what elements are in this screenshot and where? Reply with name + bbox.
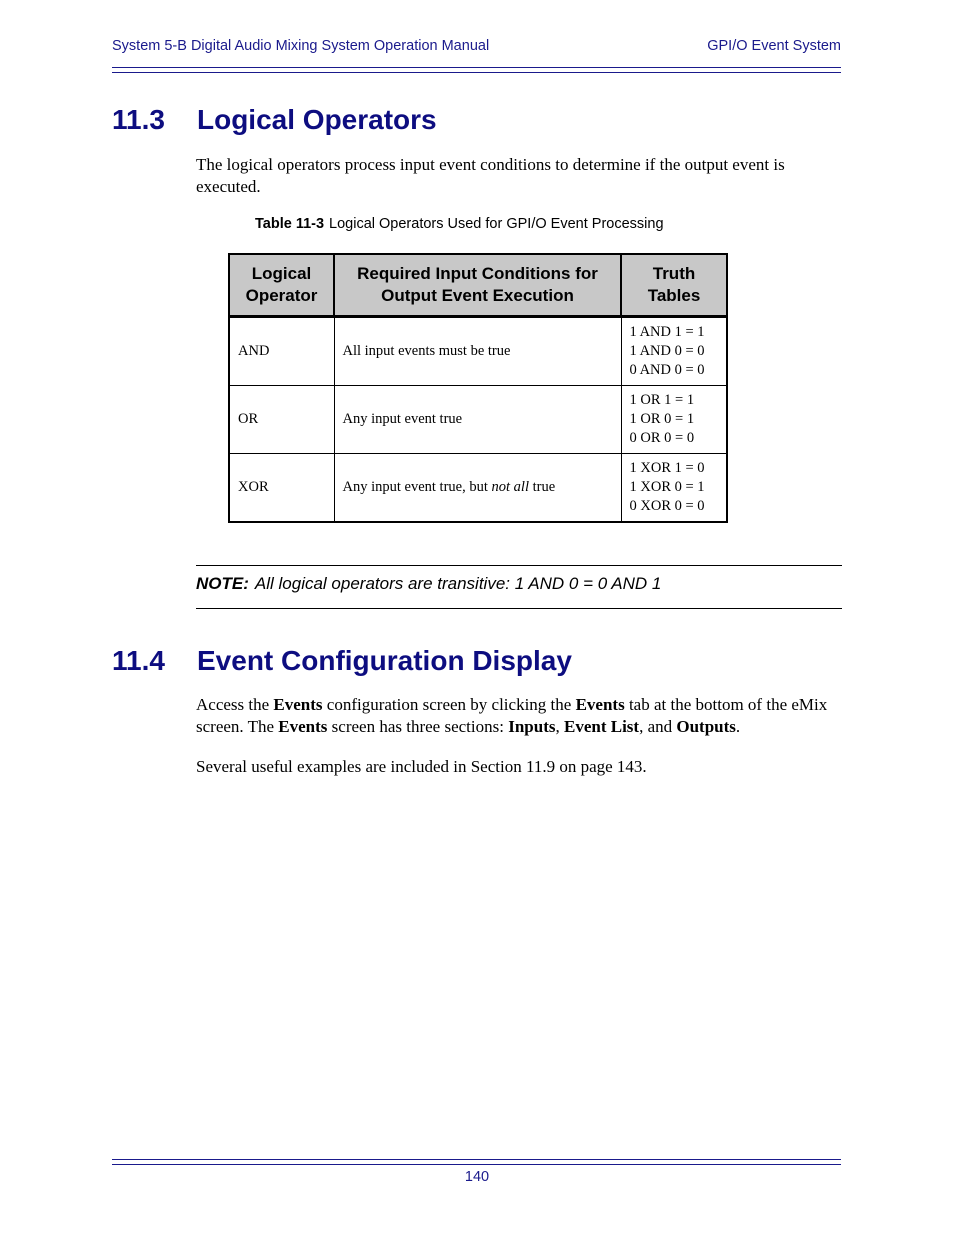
condition-cell: Any input event true xyxy=(334,386,621,454)
table-caption-text: Logical Operators Used for GPI/O Event Processing xyxy=(329,216,664,232)
body-text: Access the xyxy=(196,695,274,714)
condition-cell: All input events must be true xyxy=(334,317,621,386)
body-text: tab at the bottom of the eMix screen. The xyxy=(196,695,828,736)
note-body: All logical operators are transitive: 1 AND 0 = 0 AND 1 xyxy=(254,574,662,593)
body-text: , xyxy=(555,717,564,736)
truth-line: 1 AND 1 = 1 xyxy=(629,324,705,340)
body-text: . xyxy=(735,717,741,736)
section-heading-11-3 xyxy=(112,104,437,136)
truth-table-cell xyxy=(621,317,727,386)
condition-text: true xyxy=(528,479,556,495)
truth-line: 0 XOR 0 = 0 xyxy=(629,498,705,514)
truth-table-cell xyxy=(621,386,727,454)
events-paragraph xyxy=(196,694,842,738)
table-row xyxy=(229,386,727,454)
column-header: Required Input Conditions for Output Event Execution xyxy=(334,254,621,317)
operator-cell: AND xyxy=(229,317,334,386)
note-label: NOTE: xyxy=(196,574,249,593)
section-number: 11.4 xyxy=(112,645,165,676)
section-number: 11.3 xyxy=(112,104,165,135)
body-text: screen has three sections: xyxy=(327,717,509,736)
table-row xyxy=(229,317,727,386)
logical-operators-table xyxy=(228,253,728,523)
body-text: , and xyxy=(639,717,677,736)
table-header-row xyxy=(229,254,727,317)
section-title: Event Configuration Display xyxy=(197,645,572,676)
truth-line: 1 XOR 0 = 1 xyxy=(629,479,705,495)
page-number: 140 xyxy=(464,1169,490,1185)
ui-term-outputs: Outputs xyxy=(676,717,736,736)
section-title: Logical Operators xyxy=(197,104,437,135)
table-caption xyxy=(255,216,664,232)
truth-line: 0 AND 0 = 0 xyxy=(629,362,705,378)
examples-paragraph: Several useful examples are included in Section 11.9 on page 143. xyxy=(196,757,647,776)
operator-cell: XOR xyxy=(229,454,334,523)
ui-term-inputs: Inputs xyxy=(508,717,556,736)
table-caption-label: Table 11-3 xyxy=(255,216,325,232)
ui-term-events: Events xyxy=(273,695,323,714)
ui-term-event-list: Event List xyxy=(563,717,640,736)
truth-line: 1 AND 0 = 0 xyxy=(629,343,705,359)
header-manual-title: System 5-B Digital Audio Mixing System Operation Manual xyxy=(112,38,490,54)
section-heading-11-4 xyxy=(112,645,572,677)
truth-line: 1 XOR 1 = 0 xyxy=(629,460,705,476)
note-box xyxy=(196,565,842,609)
truth-table-cell xyxy=(621,454,727,523)
ui-term-events: Events xyxy=(278,717,328,736)
ui-term-events: Events xyxy=(575,695,625,714)
truth-line: 0 OR 0 = 0 xyxy=(629,430,695,446)
footer-rule xyxy=(112,1159,841,1165)
page-header xyxy=(112,38,841,56)
column-header: Truth Tables xyxy=(621,254,727,317)
truth-line: 1 OR 0 = 1 xyxy=(629,411,695,427)
condition-text: Any input event true, but xyxy=(342,479,492,495)
header-rule xyxy=(112,67,841,73)
operator-cell: OR xyxy=(229,386,334,454)
intro-paragraph: The logical operators process input event conditions to determine if the output event is executed. xyxy=(196,155,785,196)
body-text: configuration screen by clicking the xyxy=(322,695,576,714)
condition-emphasis: not all xyxy=(491,479,529,495)
table-row xyxy=(229,454,727,523)
header-chapter-title: GPI/O Event System xyxy=(707,38,841,54)
column-header: Logical Operator xyxy=(229,254,334,317)
condition-cell xyxy=(334,454,621,523)
note-text xyxy=(196,574,661,594)
truth-line: 1 OR 1 = 1 xyxy=(629,392,695,408)
